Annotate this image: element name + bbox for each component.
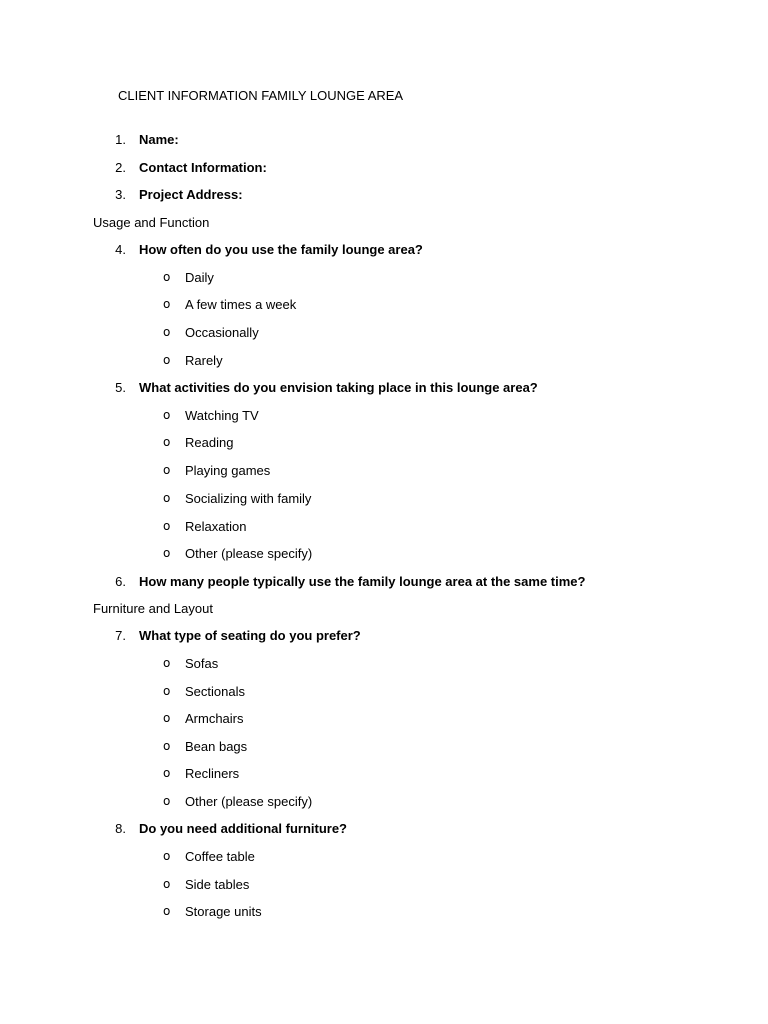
question-text: Contact Information:	[139, 160, 267, 175]
option-text: Sectionals	[185, 684, 245, 699]
option-bullet: o	[163, 711, 171, 725]
option-text: Occasionally	[185, 325, 259, 340]
question-number: 3.	[115, 187, 126, 202]
question-text: How many people typically use the family lounge area at the same time?	[139, 574, 586, 589]
section-heading: Usage and Function	[93, 215, 210, 230]
option-text: A few times a week	[185, 297, 297, 312]
option-text: Coffee table	[185, 849, 255, 864]
option-text: Reading	[185, 435, 234, 450]
option-text: Other (please specify)	[185, 794, 313, 809]
option-bullet: o	[163, 656, 171, 670]
option-bullet: o	[163, 877, 171, 891]
option-text: Playing games	[185, 463, 271, 478]
question-number: 6.	[115, 574, 126, 589]
option-text: Bean bags	[185, 739, 248, 754]
option-text: Side tables	[185, 877, 250, 892]
question-number: 2.	[115, 160, 126, 175]
question-text: Name:	[139, 132, 179, 147]
question-number: 7.	[115, 628, 126, 643]
question-text: What activities do you envision taking place in this lounge area?	[139, 380, 538, 395]
option-bullet: o	[163, 297, 171, 311]
option-bullet: o	[163, 904, 171, 918]
section-heading: Furniture and Layout	[93, 601, 213, 616]
option-bullet: o	[163, 739, 171, 753]
option-bullet: o	[163, 794, 171, 808]
option-text: Recliners	[185, 766, 240, 781]
option-bullet: o	[163, 849, 171, 863]
option-text: Relaxation	[185, 519, 247, 534]
question-text: What type of seating do you prefer?	[139, 628, 361, 643]
option-bullet: o	[163, 408, 171, 422]
option-bullet: o	[163, 463, 171, 477]
option-text: Watching TV	[185, 408, 259, 423]
option-text: Socializing with family	[185, 491, 312, 506]
question-text: How often do you use the family lounge area?	[139, 242, 423, 257]
question-text: Project Address:	[139, 187, 243, 202]
document-title: CLIENT INFORMATION FAMILY LOUNGE AREA	[118, 88, 404, 103]
option-bullet: o	[163, 270, 171, 284]
option-text: Armchairs	[185, 711, 244, 726]
question-text: Do you need additional furniture?	[139, 821, 347, 836]
option-bullet: o	[163, 435, 171, 449]
question-number: 1.	[115, 132, 126, 147]
option-text: Daily	[185, 270, 214, 285]
option-text: Rarely	[185, 353, 223, 368]
option-bullet: o	[163, 353, 171, 367]
option-text: Other (please specify)	[185, 546, 313, 561]
option-bullet: o	[163, 325, 171, 339]
option-text: Storage units	[185, 904, 262, 919]
option-text: Sofas	[185, 656, 219, 671]
option-bullet: o	[163, 684, 171, 698]
option-bullet: o	[163, 766, 171, 780]
option-bullet: o	[163, 519, 171, 533]
option-bullet: o	[163, 491, 171, 505]
option-bullet: o	[163, 546, 171, 560]
question-number: 5.	[115, 380, 126, 395]
question-number: 8.	[115, 821, 126, 836]
question-number: 4.	[115, 242, 126, 257]
